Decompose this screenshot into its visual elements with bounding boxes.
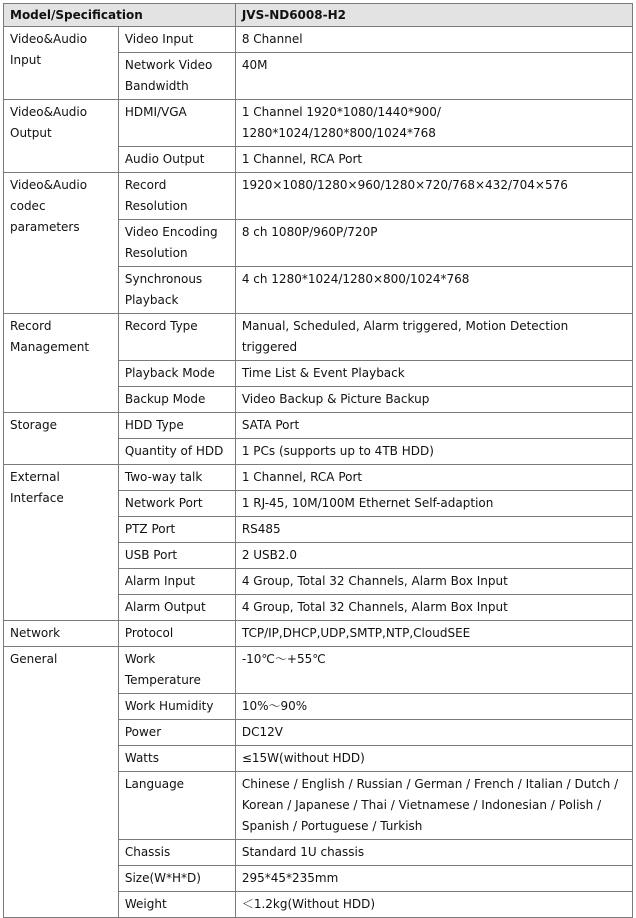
spec-name: Work Humidity	[118, 694, 235, 720]
spec-name: HDD Type	[118, 413, 235, 439]
spec-name: Alarm Output	[118, 595, 235, 621]
spec-name: Size(W*H*D)	[118, 866, 235, 892]
spec-value: 4 ch 1280*1024/1280×800/1024*768	[235, 267, 632, 314]
spec-name: Playback Mode	[118, 361, 235, 387]
spec-value: 1 RJ-45, 10M/100M Ethernet Self-adaption	[235, 491, 632, 517]
spec-name: Work Temperature	[118, 647, 235, 694]
group-label-storage: Storage	[4, 413, 119, 465]
table-header-row	[4, 4, 633, 27]
header-model-specification: Model/Specification	[4, 4, 236, 27]
spec-value: 8 ch 1080P/960P/720P	[235, 220, 632, 267]
spec-name: HDMI/VGA	[118, 100, 235, 147]
spec-name: Record Type	[118, 314, 235, 361]
table-row	[4, 314, 633, 361]
spec-value: 2 USB2.0	[235, 543, 632, 569]
spec-value: 8 Channel	[235, 27, 632, 53]
spec-value: 4 Group, Total 32 Channels, Alarm Box Input	[235, 595, 632, 621]
spec-value: DC12V	[235, 720, 632, 746]
spec-name: Quantity of HDD	[118, 439, 235, 465]
spec-value: 40M	[235, 53, 632, 100]
spec-name: Watts	[118, 746, 235, 772]
spec-name: Weight	[118, 892, 235, 918]
spec-name: Record Resolution	[118, 173, 235, 220]
spec-table-container	[3, 3, 633, 918]
spec-name: Video Encoding Resolution	[118, 220, 235, 267]
table-row	[4, 647, 633, 694]
spec-value: Chinese / English / Russian / German / French / Italian / Dutch / Korean / Japanese / Thai / Vietnamese / Indonesian / Polish / Spanish / Portuguese / Turkish	[235, 772, 632, 840]
group-label-network: Network	[4, 621, 119, 647]
spec-name: Chassis	[118, 840, 235, 866]
spec-value: 1 PCs (supports up to 4TB HDD)	[235, 439, 632, 465]
table-row	[4, 621, 633, 647]
spec-value: ＜1.2kg(Without HDD)	[235, 892, 632, 918]
spec-value: 1 Channel 1920*1080/1440*900/ 1280*1024/1280*800/1024*768	[235, 100, 632, 147]
spec-name: Two-way talk	[118, 465, 235, 491]
spec-name: Alarm Input	[118, 569, 235, 595]
spec-name: Power	[118, 720, 235, 746]
group-label-general: General	[4, 647, 119, 918]
spec-value: Manual, Scheduled, Alarm triggered, Motion Detection triggered	[235, 314, 632, 361]
spec-value: TCP/IP,DHCP,UDP,SMTP,NTP,CloudSEE	[235, 621, 632, 647]
spec-value: RS485	[235, 517, 632, 543]
table-row	[4, 173, 633, 220]
group-label-external-interface: External Interface	[4, 465, 119, 621]
table-row	[4, 27, 633, 53]
table-row	[4, 465, 633, 491]
spec-value: 1 Channel, RCA Port	[235, 147, 632, 173]
spec-name: PTZ Port	[118, 517, 235, 543]
spec-table	[3, 3, 633, 918]
table-row	[4, 413, 633, 439]
table-row	[4, 100, 633, 147]
spec-value: 10%～90%	[235, 694, 632, 720]
spec-value: -10℃～+55℃	[235, 647, 632, 694]
spec-name: Synchronous Playback	[118, 267, 235, 314]
spec-value: 295*45*235mm	[235, 866, 632, 892]
header-model-number: JVS-ND6008-H2	[235, 4, 632, 27]
spec-value: 1920×1080/1280×960/1280×720/768×432/704×576	[235, 173, 632, 220]
spec-name: Protocol	[118, 621, 235, 647]
spec-name: Video Input	[118, 27, 235, 53]
spec-value: 1 Channel, RCA Port	[235, 465, 632, 491]
spec-value: Time List & Event Playback	[235, 361, 632, 387]
spec-value: Standard 1U chassis	[235, 840, 632, 866]
spec-name: Audio Output	[118, 147, 235, 173]
group-label-record-management: Record Management	[4, 314, 119, 413]
spec-value: 4 Group, Total 32 Channels, Alarm Box Input	[235, 569, 632, 595]
spec-name: Network Port	[118, 491, 235, 517]
spec-name: USB Port	[118, 543, 235, 569]
spec-value: SATA Port	[235, 413, 632, 439]
spec-name: Language	[118, 772, 235, 840]
spec-value: ≤15W(without HDD)	[235, 746, 632, 772]
group-label-video-audio-input: Video&Audio Input	[4, 27, 119, 100]
group-label-video-audio-output: Video&Audio Output	[4, 100, 119, 173]
spec-name: Backup Mode	[118, 387, 235, 413]
group-label-codec-parameters: Video&Audio codec parameters	[4, 173, 119, 314]
spec-value: Video Backup & Picture Backup	[235, 387, 632, 413]
spec-name: Network Video Bandwidth	[118, 53, 235, 100]
